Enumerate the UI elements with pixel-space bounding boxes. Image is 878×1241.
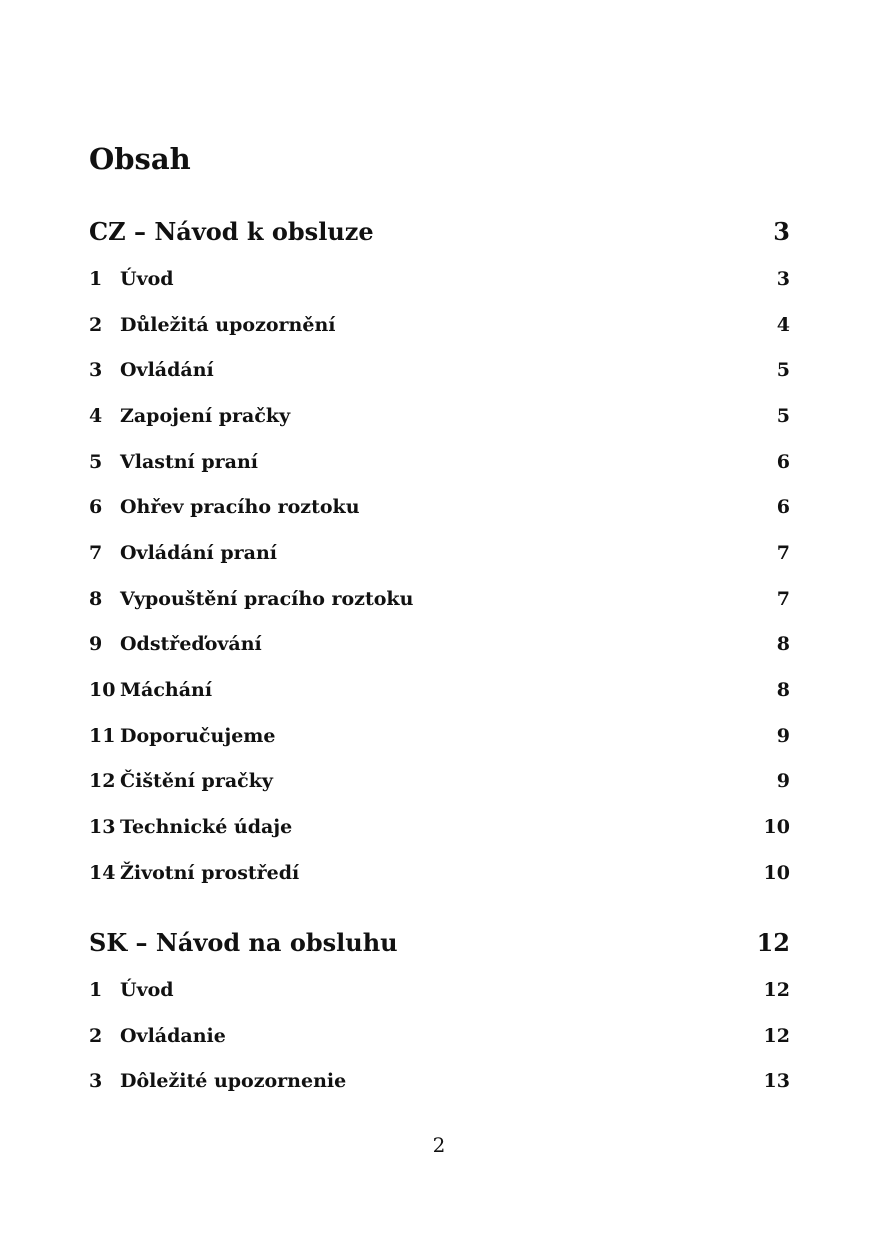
entry-title: Úvod	[120, 979, 174, 1001]
entry-page: 8	[776, 679, 790, 701]
entry-title: Zapojení pračky	[120, 405, 291, 427]
toc-entry[interactable]	[89, 860, 790, 886]
toc-entry[interactable]	[89, 1023, 790, 1049]
entry-number: 3	[89, 1070, 103, 1092]
entry-title: Máchání	[120, 679, 213, 701]
toc-entry[interactable]	[89, 768, 790, 794]
page-title: Obsah	[89, 142, 191, 176]
entry-page: 6	[776, 451, 790, 473]
toc-part-sk[interactable]	[89, 925, 790, 959]
entry-number: 5	[89, 451, 103, 473]
entry-title: Vypouštění pracího roztoku	[120, 588, 414, 610]
toc-entry[interactable]	[89, 357, 790, 383]
part-title: SK – Návod na obsluhu	[89, 927, 398, 957]
entry-title: Čištění pračky	[120, 770, 273, 792]
entry-title: Ovládání	[120, 359, 214, 381]
toc-entry[interactable]	[89, 1068, 790, 1094]
toc-entry[interactable]	[89, 977, 790, 1003]
entry-number: 2	[89, 314, 103, 336]
page-number: 2	[432, 1133, 446, 1157]
toc-entry[interactable]	[89, 540, 790, 566]
entry-number: 1	[89, 268, 103, 290]
entry-number: 1	[89, 979, 103, 1001]
toc-entry[interactable]	[89, 266, 790, 292]
entry-number: 3	[89, 359, 103, 381]
part-page: 12	[756, 927, 790, 957]
toc-entry[interactable]	[89, 494, 790, 520]
entry-page: 10	[763, 816, 790, 838]
entry-page: 6	[776, 496, 790, 518]
entry-number: 9	[89, 633, 103, 655]
entry-title: Úvod	[120, 268, 174, 290]
entry-page: 7	[776, 542, 790, 564]
toc-entry[interactable]	[89, 312, 790, 338]
entry-title: Odstřeďování	[120, 633, 262, 655]
part-page: 3	[773, 216, 790, 246]
part-title: CZ – Návod k obsluze	[89, 216, 374, 246]
toc-entry[interactable]	[89, 449, 790, 475]
entry-number: 4	[89, 405, 103, 427]
entry-number: 11	[89, 725, 116, 747]
entry-page: 5	[776, 359, 790, 381]
entry-number: 6	[89, 496, 103, 518]
entry-number: 7	[89, 542, 103, 564]
toc-entry[interactable]	[89, 586, 790, 612]
entry-page: 4	[776, 314, 790, 336]
entry-page: 8	[776, 633, 790, 655]
entry-page: 9	[776, 770, 790, 792]
entry-page: 7	[776, 588, 790, 610]
entry-title: Doporučujeme	[120, 725, 276, 747]
entry-title: Ovládání praní	[120, 542, 278, 564]
entry-page: 10	[763, 862, 790, 884]
entry-number: 12	[89, 770, 116, 792]
entry-page: 5	[776, 405, 790, 427]
entry-page: 3	[776, 268, 790, 290]
entry-title: Ohřev pracího roztoku	[120, 496, 360, 518]
entry-number: 13	[89, 816, 116, 838]
entry-page: 13	[763, 1070, 790, 1092]
toc-entry[interactable]	[89, 814, 790, 840]
toc-entry[interactable]	[89, 403, 790, 429]
entry-number: 8	[89, 588, 103, 610]
entry-title: Vlastní praní	[120, 451, 259, 473]
entry-number: 2	[89, 1025, 103, 1047]
entry-page: 12	[763, 979, 790, 1001]
toc-entry[interactable]	[89, 677, 790, 703]
entry-number: 10	[89, 679, 116, 701]
entry-title: Důležitá upozornění	[120, 314, 336, 336]
toc-part-cz[interactable]	[89, 214, 790, 248]
entry-page: 9	[776, 725, 790, 747]
entry-number: 14	[89, 862, 116, 884]
entry-page: 12	[763, 1025, 790, 1047]
entry-title: Životní prostředí	[120, 862, 300, 884]
entry-title: Technické údaje	[120, 816, 293, 838]
toc-entry[interactable]	[89, 631, 790, 657]
entry-title: Dôležité upozornenie	[120, 1070, 347, 1092]
toc-entry[interactable]	[89, 723, 790, 749]
entry-title: Ovládanie	[120, 1025, 226, 1047]
